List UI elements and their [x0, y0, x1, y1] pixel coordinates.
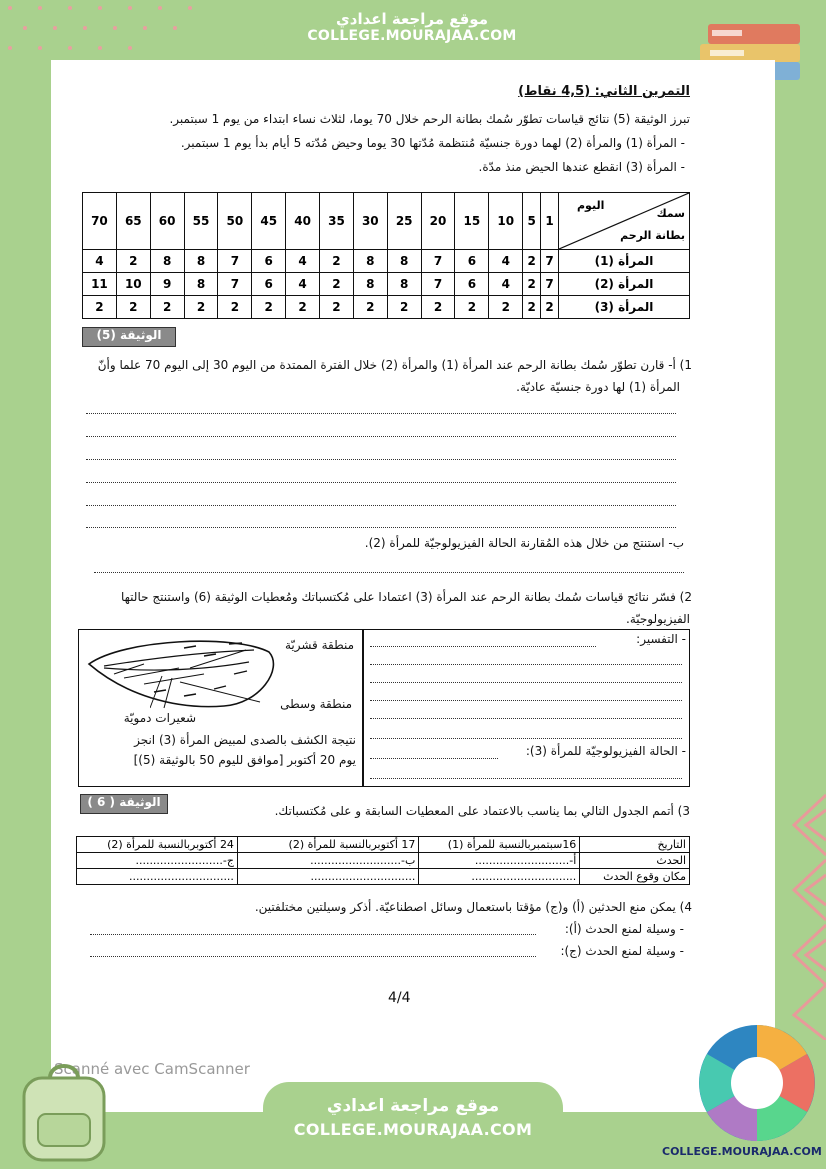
table-cell: 2 — [286, 296, 320, 319]
table-cell: 25 — [387, 193, 421, 250]
answer-line[interactable] — [86, 505, 676, 506]
table-cell: 7 — [541, 273, 559, 296]
table-cell: 20 — [421, 193, 455, 250]
table-cell: 8 — [184, 250, 218, 273]
table-cell: 5 — [523, 193, 541, 250]
question-1b: ب- استنتج من خلال هذه المُقارنة الحالة الفيزيولوجيّة للمرأة (2). — [364, 536, 684, 550]
table-cell: 2 — [353, 296, 387, 319]
answer-line[interactable] — [370, 758, 498, 759]
table-cell: 2 — [184, 296, 218, 319]
table-cell: 7 — [218, 250, 252, 273]
table-cell: 35 — [320, 193, 354, 250]
table-cell: 60 — [150, 193, 184, 250]
thickness-table — [82, 192, 690, 319]
table-cell: 15 — [455, 193, 489, 250]
table-header-row — [77, 837, 690, 853]
table-cell: 50 — [218, 193, 252, 250]
table-cell: 65 — [116, 193, 150, 250]
table-cell: 7 — [541, 250, 559, 273]
table-cell: 10 — [116, 273, 150, 296]
table-row — [77, 869, 690, 885]
table-cell: 45 — [252, 193, 286, 250]
answer-cell[interactable]: ج-......................... — [77, 853, 238, 869]
answer-line[interactable] — [370, 778, 682, 779]
table-cell: 8 — [353, 250, 387, 273]
table-cell: 2 — [116, 296, 150, 319]
table-cell: 8 — [387, 273, 421, 296]
table-cell: 2 — [523, 273, 541, 296]
table-cell: 2 — [83, 296, 117, 319]
table-cell: 70 — [83, 193, 117, 250]
table-cell: 8 — [150, 250, 184, 273]
document-5-label: الوثيقة (5) — [82, 327, 176, 347]
interpretation-label: - التفسير: — [636, 632, 686, 646]
table-cell: التاريخ — [580, 837, 690, 853]
document-6-label: الوثيقة ( 6 ) — [80, 794, 168, 814]
table-cell: 40 — [286, 193, 320, 250]
table-cell: 2 — [523, 250, 541, 273]
table-cell: 8 — [184, 273, 218, 296]
row-label: الحدث — [580, 853, 690, 869]
answer-line[interactable] — [86, 413, 676, 414]
scanner-watermark: Scanné avec CamScanner — [54, 1060, 250, 1078]
answer-line[interactable] — [86, 459, 676, 460]
figure-caption-1: نتيجة الكشف بالصدى لمبيض المرأة (3) انجز — [134, 733, 356, 747]
answer-line[interactable] — [86, 527, 676, 528]
answer-line[interactable] — [370, 682, 682, 683]
table-cell: 2 — [541, 296, 559, 319]
table-cell: 4 — [286, 273, 320, 296]
table-cell: 55 — [184, 193, 218, 250]
site-name: موقع مراجعة اعدادي — [326, 1096, 500, 1116]
table-cell: 2 — [218, 296, 252, 319]
row-label: المرأة (2) — [559, 273, 690, 296]
table-cell: 2 — [150, 296, 184, 319]
table-cell: 7 — [421, 273, 455, 296]
means-event-a-label: - وسيلة لمنع الحدث (أ): — [564, 922, 684, 936]
interpretation-box — [362, 629, 690, 787]
table-cell: 2 — [320, 296, 354, 319]
site-logo-text: COLLEGE.MOURAJAA.COM — [662, 1145, 822, 1158]
table-cell: 2 — [320, 250, 354, 273]
corner-lining-label: بطانة الرحم — [620, 229, 685, 242]
answer-cell[interactable]: .............................. — [419, 869, 580, 885]
row-label: المرأة (1) — [559, 250, 690, 273]
table-row — [83, 250, 690, 273]
answer-line[interactable] — [370, 738, 682, 739]
table-cell: 6 — [252, 273, 286, 296]
answer-cell[interactable]: أ-........................... — [419, 853, 580, 869]
table-cell: 4 — [489, 273, 523, 296]
table-cell: 4 — [286, 250, 320, 273]
question-2-line-2: الفيزيولوجيّة. — [626, 612, 690, 626]
backpack-icon — [14, 1058, 114, 1163]
table-cell: 2 — [421, 296, 455, 319]
question-1a-line-1: 1) أ- قارن تطوّر سُمك بطانة الرحم عند المرأة (1) والمرأة (2) خلال الفترة الممتدة من اليوم 30 إلى اليوم 70 علما وأنّ — [97, 358, 692, 372]
table-cell: 8 — [353, 273, 387, 296]
exercise-title: التمرين الثاني: (4,5 نقاط) — [518, 84, 690, 99]
table-cell: 16سبتمبربالنسبة للمرأة (1) — [419, 837, 580, 853]
corner-day-label: اليوم — [577, 199, 605, 212]
events-table — [76, 836, 690, 885]
exercise-bullet-1: - المرأة (1) والمرأة (2) لهما دورة جنسيّة مُنتظمة مُدّتها 30 يوما وحيض مُدّته 5 أيام بدأ يوم 1 سبتمبر. — [180, 136, 685, 150]
site-url: COLLEGE.MOURAJAA.COM — [293, 1120, 533, 1139]
table-cell: 7 — [218, 273, 252, 296]
table-cell: 8 — [387, 250, 421, 273]
table-cell: 17 أكتوبربالنسبة للمرأة (2) — [237, 837, 418, 853]
site-name: موقع مراجعة اعدادي — [336, 10, 488, 28]
table-cell: 4 — [83, 250, 117, 273]
table-cell: 2 — [455, 296, 489, 319]
answer-line[interactable] — [86, 482, 676, 483]
answer-cell[interactable]: ب-.......................... — [237, 853, 418, 869]
table-row — [77, 853, 690, 869]
figure-caption-2: يوم 20 أكتوبر [موافق لليوم 50 بالوثيقة (5)] — [133, 753, 356, 767]
table-cell: 6 — [455, 250, 489, 273]
table-row — [83, 273, 690, 296]
answer-line[interactable] — [370, 664, 682, 665]
table-cell: 4 — [489, 250, 523, 273]
table-cell: 2 — [387, 296, 421, 319]
table-cell: 7 — [421, 250, 455, 273]
table-cell: 24 أكتوبربالنسبة للمرأة (2) — [77, 837, 238, 853]
table-header-row — [83, 193, 690, 250]
table-cell: 2 — [489, 296, 523, 319]
table-cell: 2 — [116, 250, 150, 273]
physiological-state-label: - الحالة الفيزيولوجيّة للمرأة (3): — [525, 744, 686, 758]
answer-line[interactable] — [370, 700, 682, 701]
table-cell: 11 — [83, 273, 117, 296]
exercise-bullet-2: - المرأة (3) انقطع عندها الحيض منذ مدّة. — [478, 160, 685, 174]
label-medulla-zone: منطقة وسطى — [280, 697, 352, 711]
table-cell: 10 — [489, 193, 523, 250]
answer-line[interactable] — [90, 934, 536, 935]
means-event-c-label: - وسيلة لمنع الحدث (ج): — [560, 944, 684, 958]
table-cell: 2 — [320, 273, 354, 296]
table-cell: 9 — [150, 273, 184, 296]
label-cortical-zone: منطقة قشريّة — [284, 638, 354, 652]
answer-line[interactable] — [90, 956, 536, 957]
answer-cell[interactable]: .............................. — [77, 869, 238, 885]
question-4: 4) يمكن منع الحدثين (أ) و(ج) مؤقتا باستعمال وسائل اصطناعيّة. أذكر وسيلتين مختلفتين. — [254, 900, 692, 914]
row-label: مكان وقوع الحدث — [580, 869, 690, 885]
chevron-decoration — [756, 790, 826, 1040]
answer-line[interactable] — [94, 572, 684, 573]
exercise-intro: تبرز الوثيقة (5) نتائج قياسات تطوّر سُمك بطانة الرحم خلال 70 يوما، لثلاث نساء ابتداء من يوم 1 سبتمبر. — [169, 112, 690, 126]
table-corner-header — [559, 193, 690, 250]
question-2-line-1: 2) فسّر نتائج قياسات سُمك بطانة الرحم عند المرأة (3) اعتمادا على مُكتسباتك ومُعطيات الوثيقة (6) واستنتج حالتها — [120, 590, 692, 604]
question-3: 3) أتمم الجدول التالي بما يناسب بالاعتماد على المعطيات السابقة و على مُكتسباتك. — [274, 804, 690, 818]
decorative-dots — [0, 0, 210, 60]
answer-line[interactable] — [370, 646, 596, 647]
answer-line[interactable] — [86, 436, 676, 437]
table-cell: 6 — [455, 273, 489, 296]
corner-thickness-label: سمك — [656, 207, 685, 220]
site-banner-bottom[interactable] — [263, 1082, 563, 1169]
table-row — [83, 296, 690, 319]
site-url: COLLEGE.MOURAJAA.COM — [307, 28, 517, 44]
table-cell: 2 — [523, 296, 541, 319]
table-cell: 2 — [252, 296, 286, 319]
page-number: 4/4 — [388, 990, 411, 1006]
table-cell: 1 — [541, 193, 559, 250]
site-banner-top[interactable] — [262, 0, 562, 60]
answer-line[interactable] — [370, 718, 682, 719]
subjects-wheel-icon — [696, 1022, 818, 1144]
table-cell: 6 — [252, 250, 286, 273]
row-label: المرأة (3) — [559, 296, 690, 319]
question-1a-line-2: المرأة (1) لها دورة جنسيّة عاديّة. — [516, 380, 680, 394]
label-blood-vessels: شعيرات دمويّة — [123, 711, 196, 725]
table-cell: 30 — [353, 193, 387, 250]
answer-cell[interactable]: .............................. — [237, 869, 418, 885]
figure-pointer-lines — [150, 640, 290, 720]
